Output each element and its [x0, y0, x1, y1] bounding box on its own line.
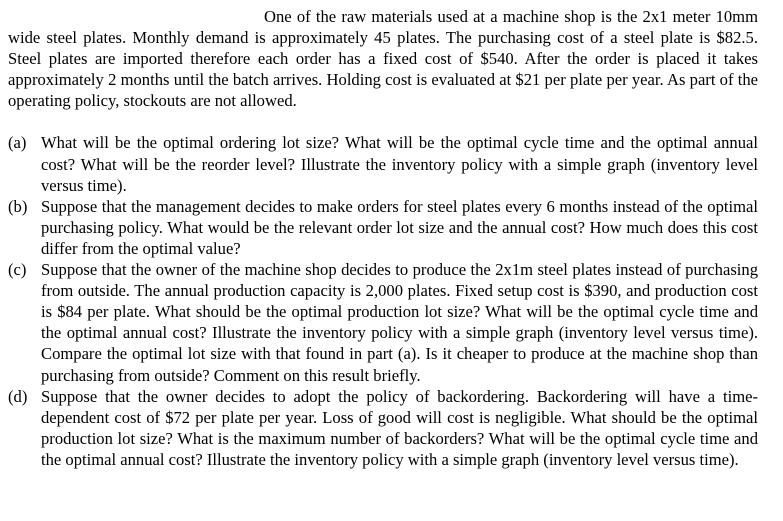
question-b: [8, 196, 758, 259]
problem-statement: One of the raw materials used at a machine shop is the 2x1 meter 10mm wide steel plates. Monthly demand is approximately 45 plates. The purchasing cost of a steel plate is $82.5. Steel plates are imported therefore each order has a fixed cost of $540. After the order is placed it takes approximately 2 months until the batch arrives. Holding cost is evaluated at $21 per plate per year. As part of the operating policy, stockouts are not allowed.: [8, 7, 758, 111]
question-text: Suppose that the management decides to make orders for steel plates every 6 months instead of the optimal purchasing policy. What would be the relevant order lot size and the annual cost? How much does this cost differ from the optimal value?: [41, 196, 758, 258]
question-label: (d): [8, 386, 28, 406]
question-label: (a): [8, 133, 27, 153]
question-text: Suppose that the owner decides to adopt the policy of backordering. Backordering will have a time-dependent cost of $72 per plate per year. Loss of good will cost is negligible. What should be the optimal production lot size? What is the maximum number of backorders? What will be the optimal cycle time and the optimal annual cost? Illustrate the inventory policy with a simple graph (inventory level versus time).: [41, 386, 758, 469]
question-text: Suppose that the owner of the machine shop decides to produce the 2x1m steel plates instead of purchasing from outside. The annual production capacity is 2,000 plates. Fixed setup cost is $390, and production cost is $84 per plate. What should be the optimal production lot size? What will be the optimal cycle time and the optimal annual cost? Illustrate the inventory policy with a simple graph (inventory level versus time). Compare the optimal lot size with that found in part (a). Is it cheaper to produce at the machine shop than purchasing from outside? Comment on this result briefly.: [41, 260, 758, 385]
question-d: [8, 386, 758, 470]
question-text: What will be the optimal ordering lot size? What will be the optimal cycle time and the optimal annual cost? What will be the reorder level? Illustrate the inventory policy with a simple graph (inventory level versus time).: [41, 133, 758, 195]
question-label: (c): [8, 260, 27, 280]
question-list: [8, 132, 758, 470]
question-label: (b): [8, 196, 28, 216]
question-a: [8, 132, 758, 195]
question-c: [8, 259, 758, 386]
document-page: [8, 6, 758, 470]
